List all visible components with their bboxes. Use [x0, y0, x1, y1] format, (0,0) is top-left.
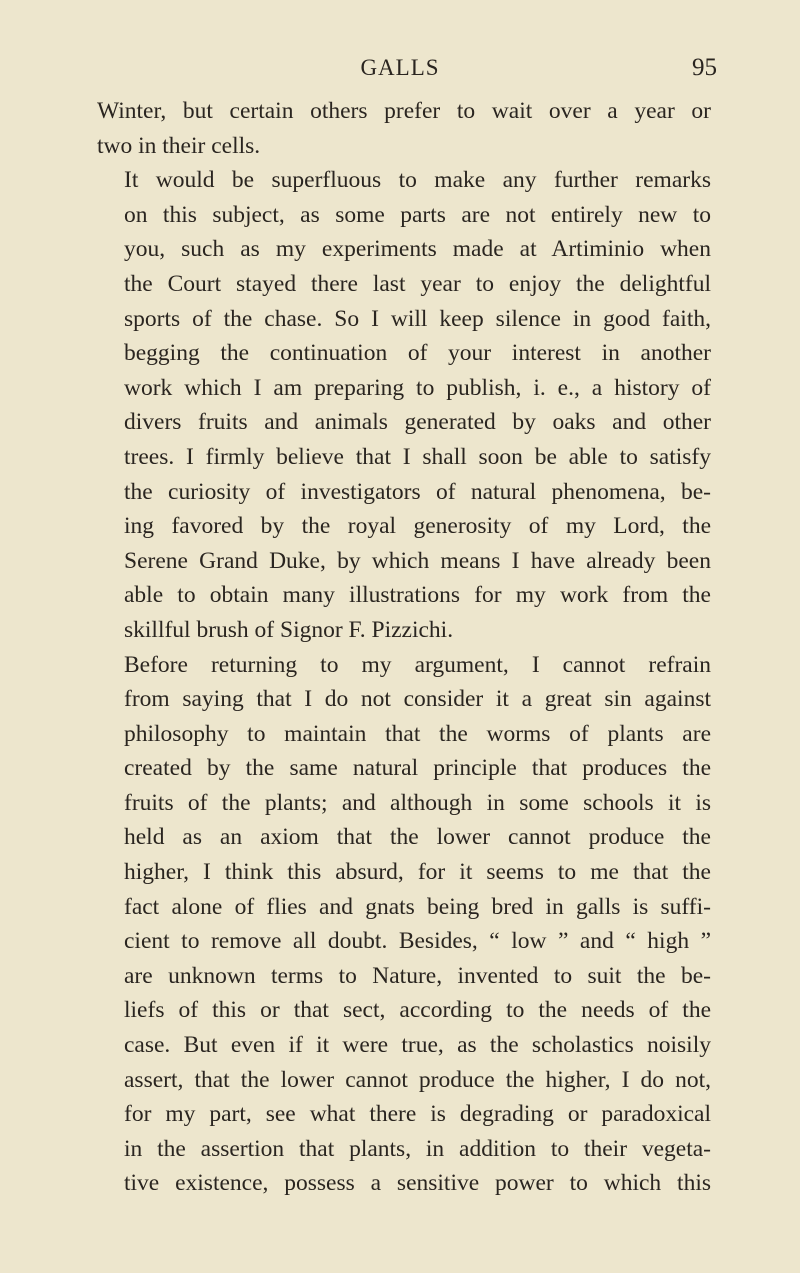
text-line: skillful brush of Signor F. Pizzichi. — [124, 616, 454, 643]
text-line: ing favored by the royal generosity of my Lord, the — [124, 513, 711, 540]
text-line: fruits of the plants; and although in some schools it is — [124, 789, 711, 816]
running-head — [0, 48, 800, 88]
text-line: held as an axiom that the lower cannot produce the — [124, 824, 711, 851]
text-line: fact alone of flies and gnats being bred in galls is suffi- — [124, 893, 711, 920]
text-line: It would be superfluous to make any further remarks — [124, 167, 711, 194]
paragraph-1 — [97, 94, 711, 163]
text-line: divers fruits and animals generated by oaks and other — [124, 409, 711, 436]
text-line: work which I am preparing to publish, i. e., a history of — [124, 374, 711, 401]
text-line: created by the same natural principle that produces the — [124, 755, 711, 782]
text-line: begging the continuation of your interest in another — [124, 340, 711, 367]
text-line: philosophy to maintain that the worms of plants are — [124, 720, 711, 747]
text-line: higher, I think this absurd, for it seems to me that the — [124, 859, 711, 886]
text-line: Winter, but certain others prefer to wait over a year or — [97, 98, 711, 124]
paragraph-2 — [97, 163, 711, 647]
text-line: case. But even if it were true, as the scholastics noisily — [124, 1032, 711, 1059]
body-text — [97, 94, 711, 1201]
text-line: Serene Grand Duke, by which means I have already been — [124, 547, 711, 574]
text-line: you, such as my experiments made at Artiminio when — [124, 236, 711, 263]
text-line: from saying that I do not consider it a great sin against — [124, 686, 711, 713]
text-line: are unknown terms to Nature, invented to suit the be- — [124, 962, 711, 989]
text-line: Before returning to my argument, I cannot refrain — [124, 651, 711, 678]
text-line: assert, that the lower cannot produce the higher, I do not, — [124, 1066, 711, 1093]
text-line: trees. I firmly believe that I shall soon be able to satisfy — [124, 443, 711, 470]
page-number: 95 — [692, 54, 717, 81]
text-line: tive existence, possess a sensitive power to which this — [124, 1170, 711, 1197]
text-line: liefs of this or that sect, according to the needs of the — [124, 997, 711, 1024]
running-title: GALLS — [360, 55, 440, 80]
text-line: in the assertion that plants, in addition to their vegeta- — [124, 1135, 711, 1162]
paragraph-3 — [97, 648, 711, 1202]
text-line: the curiosity of investigators of natural phenomena, be- — [124, 478, 711, 505]
text-line: two in their cells. — [97, 132, 261, 159]
text-line: able to obtain many illustrations for my work from the — [124, 582, 711, 609]
text-line: the Court stayed there last year to enjoy the delightful — [124, 270, 711, 297]
text-line: for my part, see what there is degrading or paradoxical — [124, 1101, 711, 1128]
text-line: sports of the chase. So I will keep silence in good faith, — [124, 305, 711, 332]
text-line: cient to remove all doubt. Besides, “ low ” and “ high ” — [124, 928, 711, 955]
text-line: on this subject, as some parts are not entirely new to — [124, 201, 711, 228]
